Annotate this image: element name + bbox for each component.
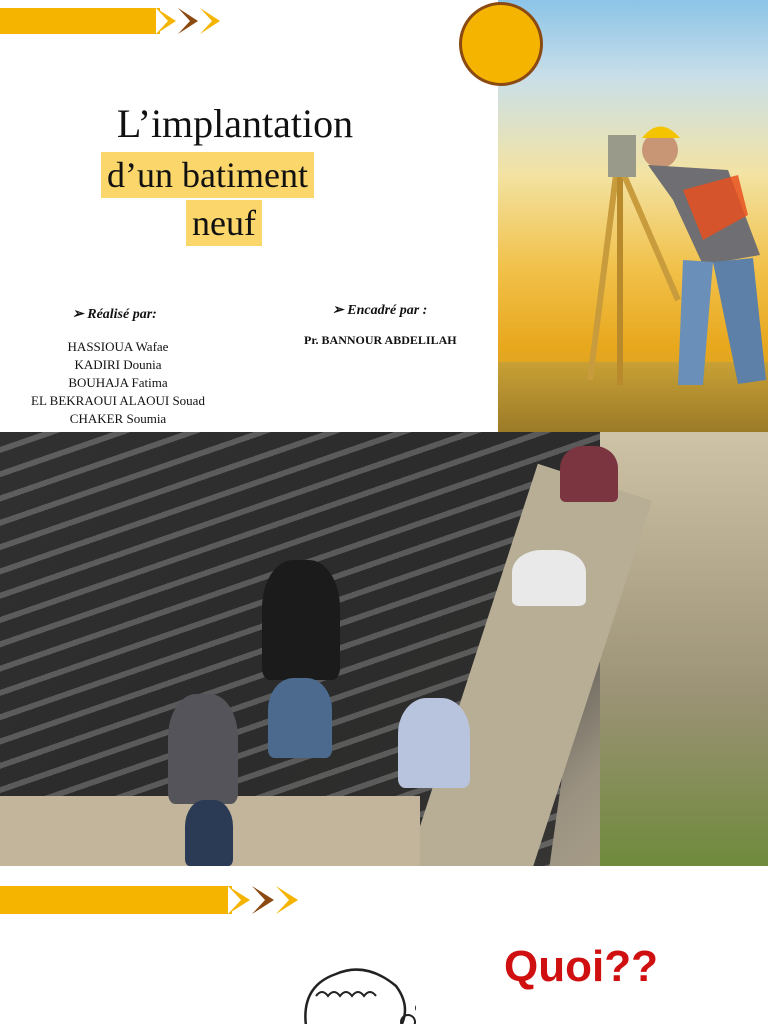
author-name: EL BEKRAOUI ALAOUI Souad	[31, 393, 205, 408]
worker-figure	[168, 694, 238, 804]
worker-figure	[262, 560, 340, 680]
author-name: BOUHAJA Fatima	[68, 375, 168, 390]
author-name: KADIRI Dounia	[74, 357, 162, 372]
supervisor-name: Pr. BANNOUR ABDELILAH	[304, 333, 457, 347]
question-slide	[0, 866, 768, 1024]
worker-figure	[560, 446, 618, 502]
worker-figure	[398, 698, 470, 788]
construction-site-photo	[0, 432, 768, 866]
author-name: HASSIOUA Wafae	[67, 339, 169, 354]
authors-list	[0, 338, 236, 428]
authors-label: ➢ Réalisé par:	[72, 307, 157, 322]
worker-figure	[512, 550, 586, 606]
supervisor-label: ➢ Encadré par :	[332, 303, 428, 318]
decorative-circle	[459, 2, 543, 86]
slide-title-line1: L’implantation	[116, 101, 354, 146]
thinking-person-icon	[296, 956, 416, 1024]
surveyor-illustration	[498, 0, 768, 432]
title-slide	[0, 0, 768, 432]
slide-title-line2: d’un batiment	[101, 152, 314, 198]
author-name: CHAKER Soumia	[69, 411, 167, 426]
slide-title-line3: neuf	[186, 200, 262, 246]
surveyor-photo	[498, 0, 768, 432]
decorative-banner	[0, 8, 160, 34]
decorative-banner	[0, 886, 232, 914]
question-heading: Quoi??	[504, 942, 658, 991]
